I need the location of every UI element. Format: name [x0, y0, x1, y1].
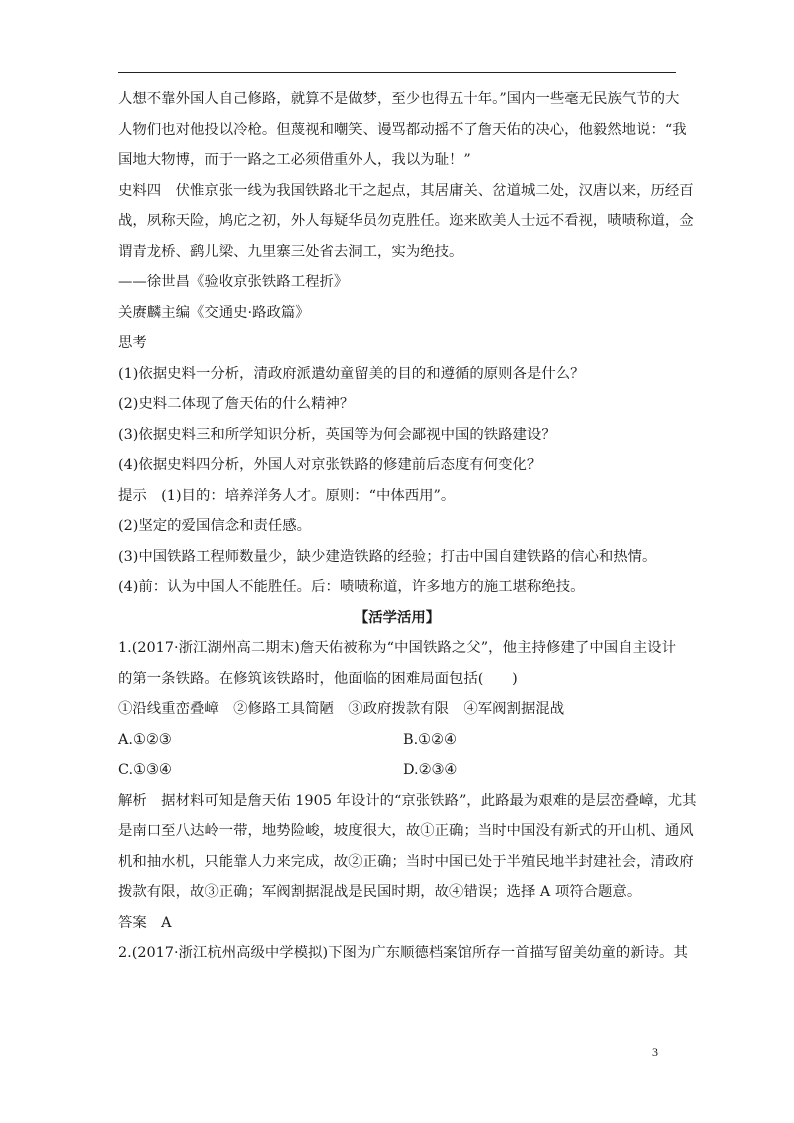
hint-line: (4)前：认为中国人不能胜任。后：啧啧称道，许多地方的施工堪称绝技。 — [118, 579, 585, 595]
hint-line: 提示 (1)目的：培养洋务人才。原则：“中体西用”。 — [118, 487, 456, 504]
source-four-line: 谓青龙桥、鹞儿梁、九里寨三处省去洞工，实为绝技。 — [118, 243, 464, 260]
header-rule — [118, 72, 676, 73]
citation-guan-genlin: 关赓麟主编《交通史·路政篇》 — [118, 304, 310, 321]
q1-options-row — [118, 730, 676, 750]
q1-items: ①沿线重峦叠嶂 ②修路工具简陋 ③政府拨款有限 ④军阀割据混战 — [118, 701, 565, 717]
hint-line: (3)中国铁路工程师数量少，缺少建造铁路的经验；打击中国自建铁路的信心和热情。 — [118, 548, 657, 565]
q1-analysis: 是南口至八达岭一带，地势险峻，坡度很大，故①正确；当时中国没有新式的开山机、通风 — [118, 823, 694, 839]
text-line: 人物们也对他投以冷枪。但蔑视和嘲笑、谩骂都动摇不了詹天佑的决心，他毅然地说：“我 — [118, 121, 687, 138]
q1-stem: 的第一条铁路。在修筑该铁路时，他面临的困难局面包括( ) — [118, 670, 518, 687]
q1-options-row — [118, 760, 676, 780]
option-c: C.①③④ — [118, 762, 172, 778]
q2-stem: 2.(2017·浙江杭州高级中学模拟)下图为广东顺德档案馆所存一首描写留美幼童的新诗。其 — [118, 945, 688, 961]
q1-answer: 答案 A — [118, 914, 172, 931]
document-body — [118, 89, 697, 974]
q1-analysis: 机和抽水机，只能靠人力来完成，故②正确；当时中国已处于半殖民地半封建社会，清政府 — [118, 853, 694, 870]
q1-stem: 1.(2017·浙江湖州高二期末)詹天佑被称为“中国铁路之父”，他主持修建了中国自主设计 — [118, 640, 676, 656]
section-heading: 【活学活用】 — [353, 608, 441, 626]
option-a: A.①②③ — [118, 731, 172, 748]
question-line: (3)依据史料三和所学知识分析，英国等为何会鄙视中国的铁路建设？ — [118, 426, 556, 443]
text-line: 人想不靠外国人自己修路，就算不是做梦，至少也得五十年。”国内一些毫无民族气节的大 — [118, 91, 680, 107]
question-line: (4)依据史料四分析，外国人对京张铁路的修建前后态度有何变化？ — [118, 457, 542, 473]
q1-analysis: 解析 据材料可知是詹天佑 1905 年设计的“京张铁路”，此路最为艰难的是层峦叠嶂，尤其 — [118, 792, 697, 809]
question-line: (1)依据史料一分析，清政府派遣幼童留美的目的和遵循的原则各是什么？ — [118, 365, 585, 382]
text-line: 国地大物博，而于一路之工必须借重外人，我以为耻！” — [118, 152, 471, 168]
source-four-line: 战，夙称天险，鸠庀之初，外人每疑华员勿克胜任。迩来欧美人士远不看视，啧啧称道，佥 — [118, 213, 694, 229]
source-four-line: 史料四 伏惟京张一线为我国铁路北干之起点，其居庸关、岔道城二处，汉唐以来，历经百 — [118, 182, 694, 199]
question-line: (2)史料二体现了詹天佑的什么精神？ — [118, 396, 355, 412]
hint-line: (2)坚定的爱国信念和责任感。 — [118, 518, 312, 534]
option-d: D.②③④ — [403, 762, 458, 778]
page-number: 3 — [652, 1045, 658, 1059]
option-b: B.①②④ — [403, 731, 457, 748]
q1-analysis: 拨款有限，故③正确；军阀割据混战是民国时期，故④错误；选择 A 项符合题意。 — [118, 884, 642, 900]
thinking-heading: 思考 — [118, 335, 147, 351]
citation-xu-shichang: ——徐世昌《验收京张铁路工程折》 — [118, 274, 349, 290]
